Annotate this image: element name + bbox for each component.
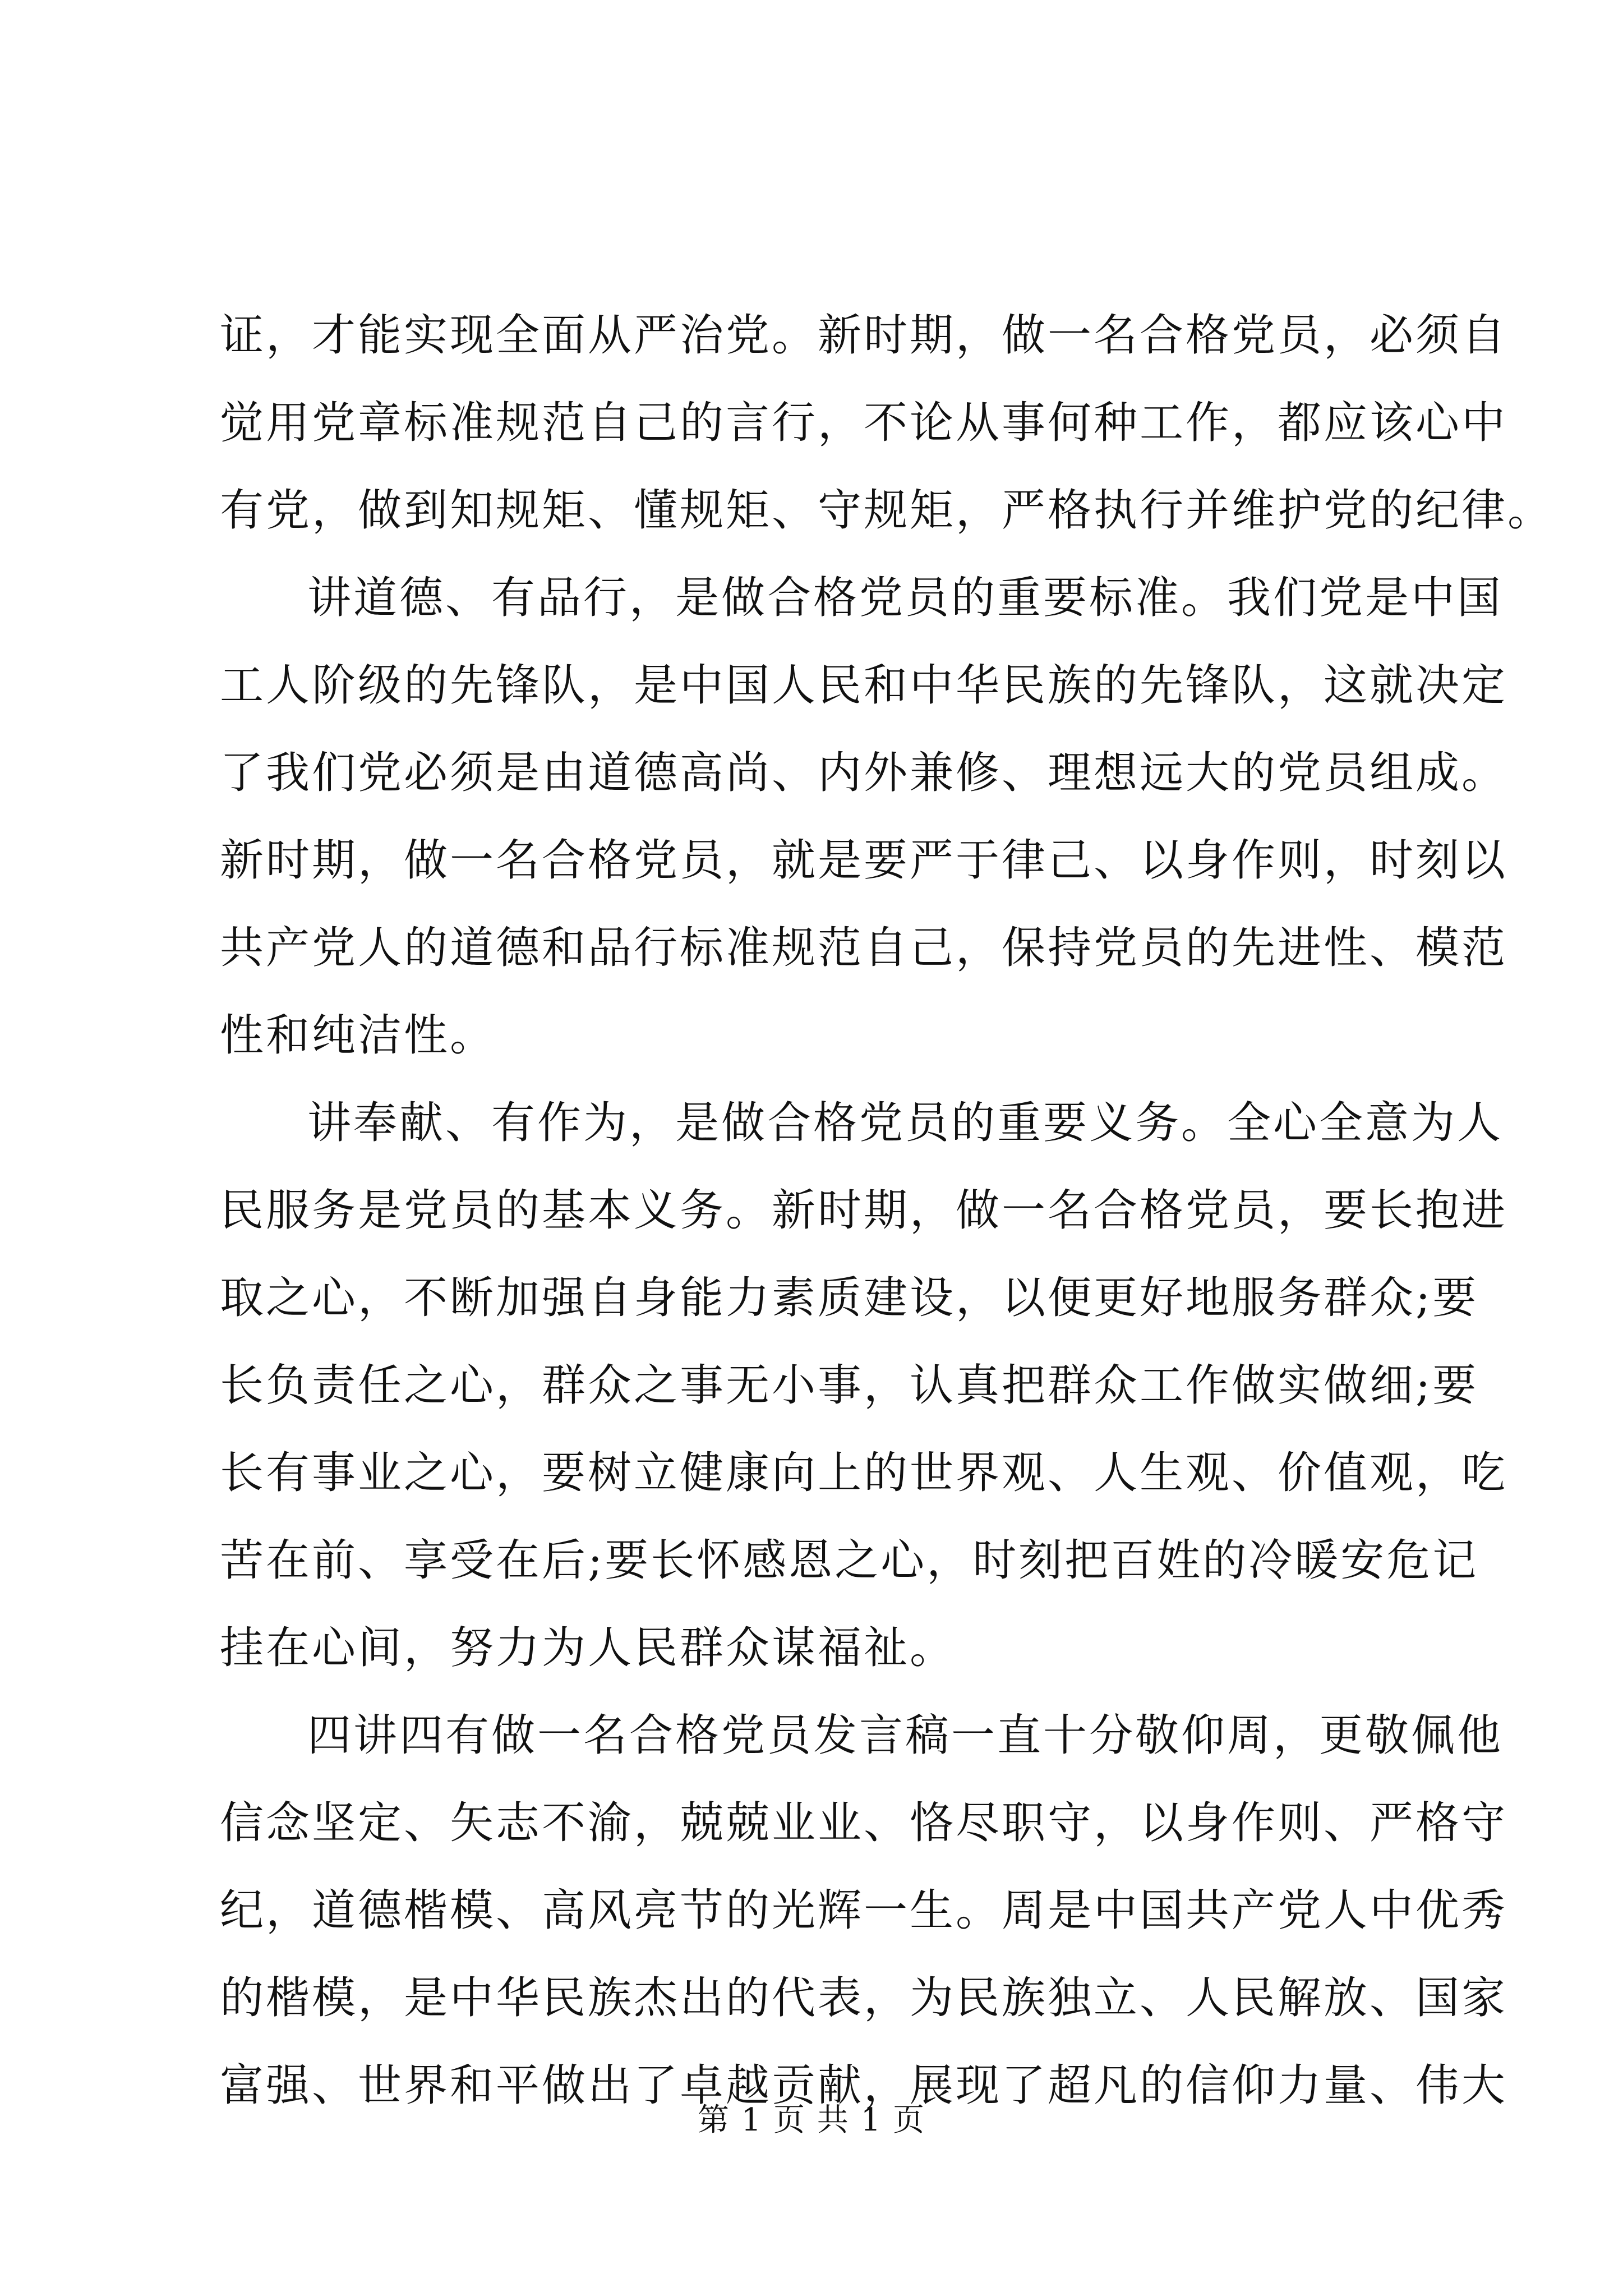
paragraph-first-line: 四讲四有做一名合格党员发言稿一直十分敬仰周，更敬佩他 — [307, 1710, 1504, 1761]
text-line: 富强、世界和平做出了卓越贡献，展现了超凡的信仰力量、伟大 — [220, 2060, 1508, 2111]
text-line: 长有事业之心，要树立健康向上的世界观、人生观、价值观，吃 — [220, 1448, 1508, 1498]
text-line: 纪，道德楷模、高风亮节的光辉一生。周是中国共产党人中优秀 — [220, 1885, 1508, 1936]
page-number-label: 第 1 页 共 1 页 — [697, 2102, 926, 2138]
page-footer — [0, 2101, 1623, 2140]
text-line: 有党，做到知规矩、懂规矩、守规矩，严格执行并维护党的纪律。 — [220, 485, 1554, 536]
text-line: 了我们党必须是由道德高尚、内外兼修、理想远大的党员组成。 — [220, 748, 1508, 798]
text-line: 觉用党章标准规范自己的言行，不论从事何种工作，都应该心中 — [220, 398, 1508, 448]
text-line: 共产党人的道德和品行标准规范自己，保持党员的先进性、模范 — [220, 923, 1508, 973]
paragraph-first-line: 讲道德、有品行，是做合格党员的重要标准。我们党是中国 — [307, 573, 1504, 623]
text-line: 取之心，不断加强自身能力素质建设，以便更好地服务群众;要 — [220, 1273, 1479, 1323]
text-line: 苦在前、享受在后;要长怀感恩之心，时刻把百姓的冷暖安危记 — [220, 1535, 1479, 1586]
text-line: 长负责任之心，群众之事无小事，认真把群众工作做实做细;要 — [220, 1360, 1479, 1411]
paragraph-last-line: 性和纯洁性。 — [220, 1010, 496, 1061]
text-line: 工人阶级的先锋队，是中国人民和中华民族的先锋队，这就决定 — [220, 660, 1508, 711]
paragraph-last-line: 挂在心间，努力为人民群众谋福祉。 — [220, 1623, 956, 1673]
text-line: 的楷模，是中华民族杰出的代表，为民族独立、人民解放、国家 — [220, 1973, 1508, 2023]
text-line: 信念坚定、矢志不渝，兢兢业业、恪尽职守，以身作则、严格守 — [220, 1798, 1508, 1848]
text-line: 新时期，做一名合格党员，就是要严于律己、以身作则，时刻以 — [220, 835, 1508, 886]
text-line: 民服务是党员的基本义务。新时期，做一名合格党员，要长抱进 — [220, 1185, 1508, 1236]
paragraph-first-line: 讲奉献、有作为，是做合格党员的重要义务。全心全意为人 — [307, 1098, 1504, 1148]
document-body — [220, 292, 1554, 2129]
text-line: 证，才能实现全面从严治党。新时期，做一名合格党员，必须自 — [220, 310, 1508, 361]
